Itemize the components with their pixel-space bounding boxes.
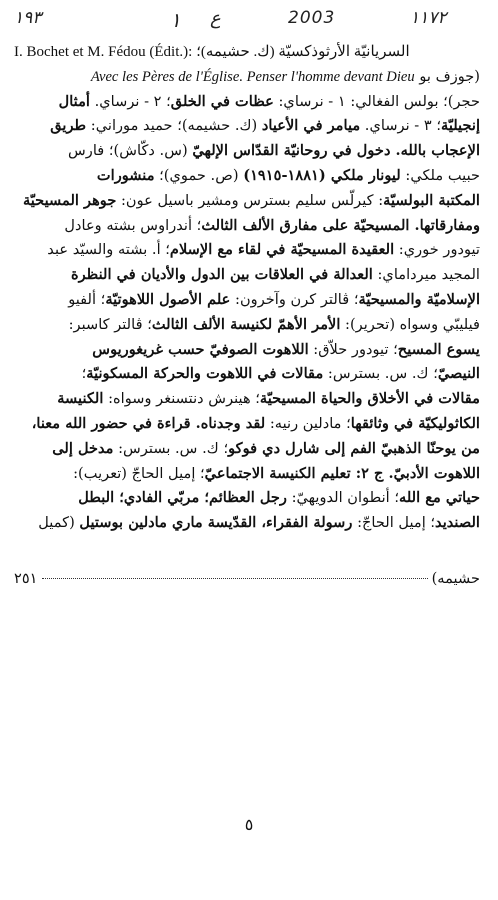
line-12: فيليبّي وسواه (تحرير): الأمر الأهمّ لكنيسة الألف الثالث؛ ڤالتر كاسبر: [68, 315, 480, 333]
line-1 [14, 40, 480, 65]
line-19: حياتي مع الله؛ أنطوان الدويهيّ: رجل العظائم؛ مربّي الفادي؛ البطل [78, 489, 480, 507]
handwritten-number: ١١٧٢ [410, 8, 447, 28]
line-7: المكتبة البولسيّة: كيرلّس سليم بسترس ومشير باسيل عون: جوهر المسيحيّة [22, 191, 480, 209]
line-15: مقالات في الأخلاق والحياة المسيحيّة؛ هينرش دنتسنغر وسواه: الكنيسة [57, 390, 480, 408]
line-10: المجيد ميرداماي: العدالة في العلاقات بين الدول والأديان في النظرة [70, 266, 480, 284]
line-9: تيودور خوري: العقيدة المسيحيّة في لقاء مع الإسلام؛ أ. بشته والسيّد عبد [47, 241, 480, 259]
handwritten-shelf-mark: ١٩٣ [14, 8, 42, 28]
toc-entry-text: حشيمه) [431, 570, 480, 587]
review-index-text [14, 40, 480, 536]
line-16: الكاثوليكيّة في وثائقها؛ مادلين رنيه: لقد وجدناه. قراءة في حضور الله معنا، [31, 414, 480, 432]
line-14: النيصيّ؛ ك. س. بسترس: مقالات في اللاهوت والحركة المسكونيّة؛ [81, 365, 480, 383]
line-2: (جوزف بو Avec les Pères de l'Église. Penser l'homme devant Dieu [90, 67, 480, 85]
handwritten-year: 2003 [288, 8, 336, 28]
line-17: من يوحنّا الذهبيّ الفم إلى شارل دي فوكو؛ ك. س. بسترس: مدخل إلى [52, 439, 480, 457]
handwritten-volume: ١ [170, 8, 181, 32]
line-5: الإعجاب بالله. دخول في روحانيّة القدّاس الإلهيّ (س. دكّاش)؛ فارس [67, 142, 480, 160]
line-6: حبيب ملكي: ليونار ملكي (١٨٨١-١٩١٥) (ص. حموي)؛ منشورات [96, 166, 480, 184]
line-1-authors: I. Bochet et M. Fédou (Édit.): [14, 44, 193, 60]
line-1-arabic: السريانيّة الأرثوذكسيّة (ك. حشيمه)؛ [196, 44, 410, 60]
toc-leader-dots [42, 578, 428, 579]
line-4: إنجيليّة؛ ٣ - نرساي. ميامر في الأعياد (ك. حشيمه)؛ حميد موراني: طريق [50, 117, 480, 135]
toc-entry [14, 570, 480, 587]
page-number: ٥ [244, 815, 254, 834]
line-8: ومفارقاتها. المسيحيّة على مفارق الألف الثالث؛ أندراوس بشته وعادل [64, 216, 480, 234]
book-title-french: Avec les Pères de l'Église. Penser l'homme devant Dieu [90, 68, 415, 85]
line-13: يسوع المسيح؛ تيودور حلاّق: اللاهوت الصوفيّ حسب غريغوريوس [92, 340, 480, 358]
toc-page-number: ٢٥١ [14, 570, 38, 587]
line-3: حجر)؛ بولس الفغالي: ١ - نرساي: عظات في الخلق؛ ٢ - نرساي. أمثال [58, 92, 480, 110]
handwritten-issue: ع [210, 8, 221, 29]
line-18: اللاهوت الأدبيّ. ج ٢: تعليم الكنيسة الاجتماعيّ؛ إميل الحاجّ (تعريب): [73, 464, 480, 482]
line-20: الصنديد؛ إميل الحاجّ: رسولة الفقراء، القدّيسة ماري مادلين بوستيل (كميل [38, 514, 480, 532]
line-11: الإسلاميّة والمسيحيّة؛ ڤالتر كرن وآخرون: علم الأصول اللاهوتيّة؛ ألفيو [68, 290, 480, 308]
